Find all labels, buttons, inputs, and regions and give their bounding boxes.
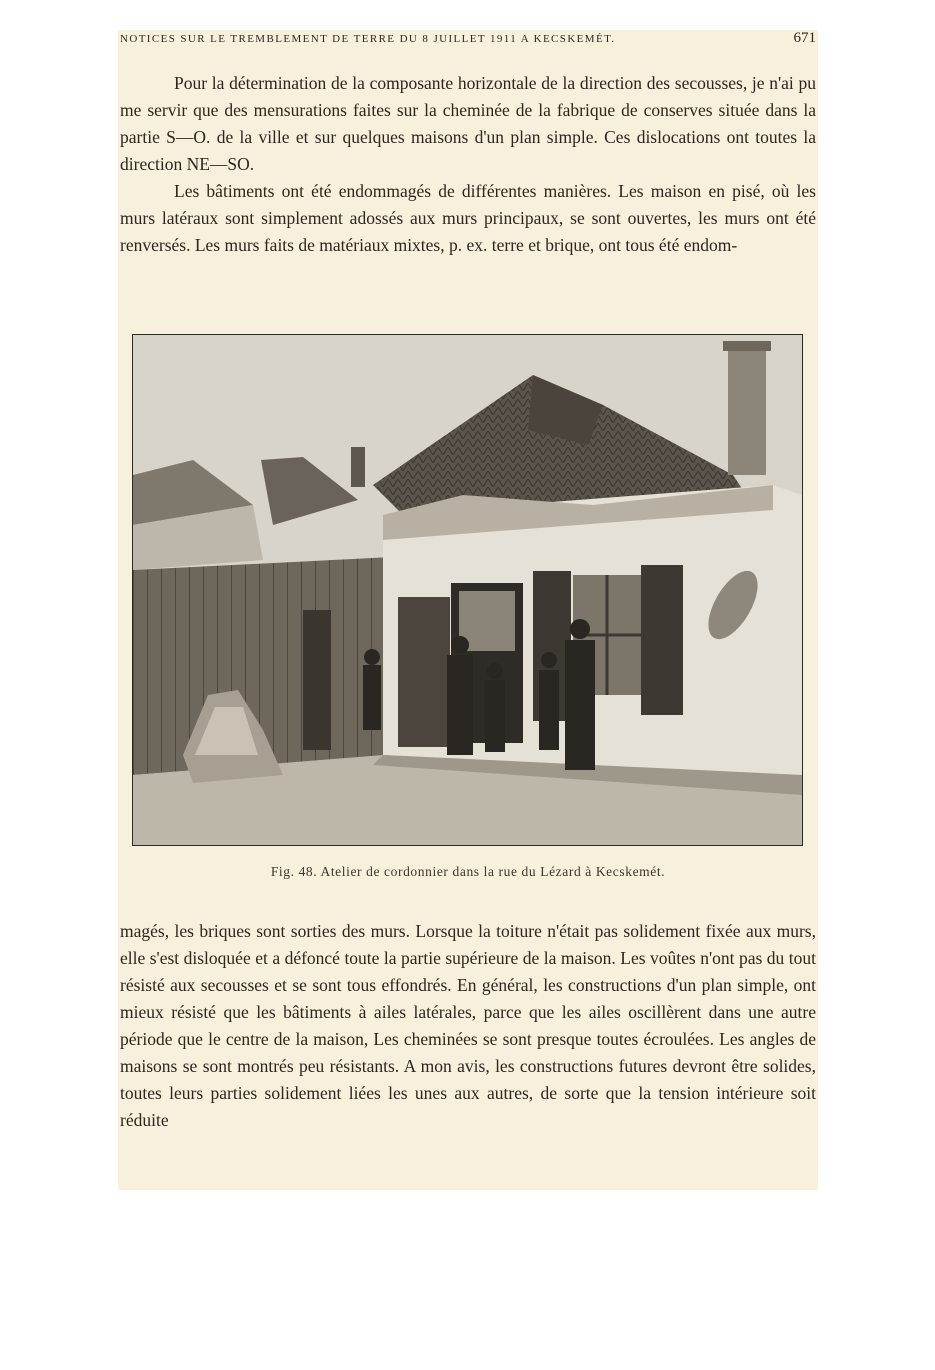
page-number: 671 xyxy=(793,30,816,46)
body-text-bottom xyxy=(120,918,816,1134)
running-header xyxy=(120,30,816,52)
figure-photograph xyxy=(132,334,803,846)
paragraph: Pour la détermination de la composante horizontale de la direction des secousses, je n'ai pu me servir que des mensurations faites sur la cheminée de la fabrique de conserves située dans la partie S—O. de la ville et sur quelques maisons d'un plan simple. Ces dislocations ont toutes la direction NE—SO. xyxy=(120,73,816,174)
body-text-top xyxy=(120,70,816,259)
paragraph: magés, les briques sont sorties des murs. Lorsque la toiture n'était pas solidement fixée aux murs, elle s'est disloquée et a défoncé toute la partie supérieure de la maison. Les voûtes n'ont pas du tout résisté aux secousses et se sont tous effondrés. En général, les constructions d'un plan simple, ont mieux résisté que les bâtiments à ailes latérales, parce que les ailes oscillèrent dans une autre période que le centre de la maison, Les cheminées se sont presque toutes écroulées. Les angles de maisons se sont montrés peu résistants. A mon avis, les constructions futures devront être solides, toutes leurs parties solidement liées les unes aux autres, de sorte que la tension intérieure soit réduite xyxy=(120,921,816,1130)
running-title: NOTICES SUR LE TREMBLEMENT DE TERRE DU 8 JUILLET 1911 A KECSKEMÉT. xyxy=(120,33,616,45)
paragraph: Les bâtiments ont été endommagés de différentes manières. Les maison en pisé, où les murs latéraux sont simplement adossés aux murs principaux, se sont ouvertes, les murs ont été renversés. Les murs faits de matériaux mixtes, p. ex. terre et brique, ont tous été endom- xyxy=(120,181,816,255)
figure-caption: Fig. 48. Atelier de cordonnier dans la rue du Lézard à Kecskemét. xyxy=(270,864,666,879)
shoemaker-workshop-photo xyxy=(133,335,802,845)
